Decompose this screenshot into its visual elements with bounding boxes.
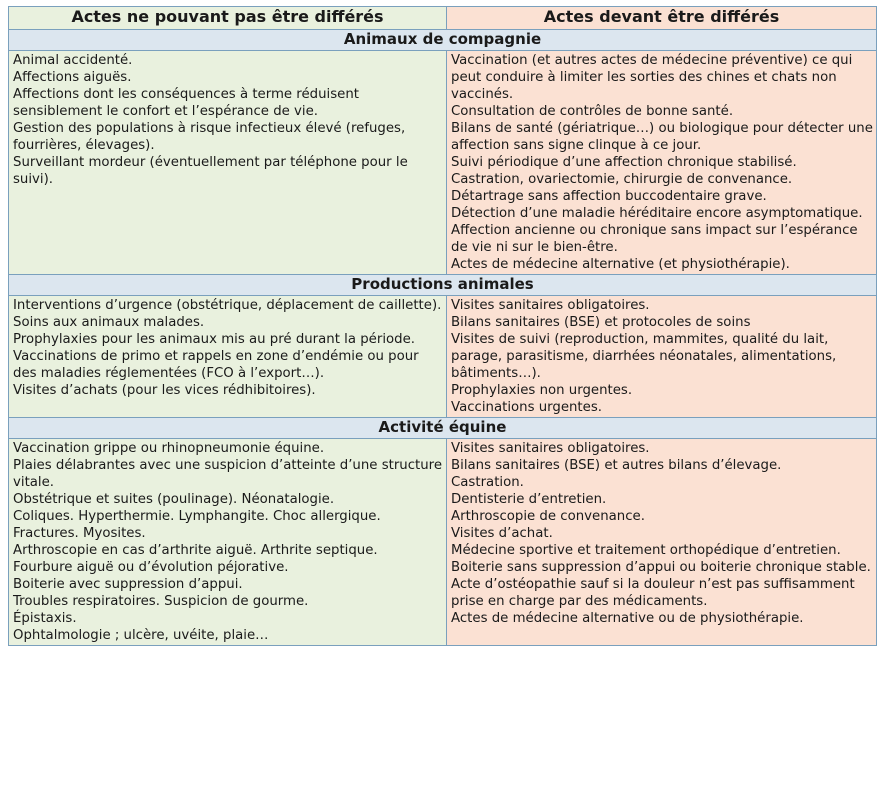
header-deferrable: Actes devant être différés [447,7,877,30]
list-item: Visites de suivi (reproduction, mammites, qualité du lait, parage, parasitisme, diarrhées néonatales, alimentations, bâtiments…). [451,332,837,381]
list-item: Visites d’achat. [451,526,553,541]
list-item: Prophylaxies pour les animaux mis au pré durant la période. [13,332,416,347]
section-title: Activité équine [9,418,877,439]
list-item: Bilans sanitaires (BSE) et autres bilans d’élevage. [451,458,782,473]
deferrable-cell [447,51,877,275]
deferrable-cell [447,296,877,418]
non-deferrable-cell [9,439,447,646]
section-content-pets [9,51,877,275]
list-item: Actes de médecine alternative ou de physiothérapie. [451,611,804,626]
list-item: Médecine sportive et traitement orthopédique d’entretien. [451,543,841,558]
list-item: Arthroscopie en cas d’arthrite aiguë. Arthrite septique. [13,543,378,558]
list-item: Visites d’achats (pour les vices rédhibitoires). [13,383,316,398]
header-row [9,7,877,30]
list-item: Interventions d’urgence (obstétrique, déplacement de caillette). [13,298,442,313]
list-item: Plaies délabrantes avec une suspicion d’atteinte d’une structure vitale. [13,458,443,490]
section-row-livestock [9,275,877,296]
list-item: Épistaxis. [13,611,77,626]
list-item: Animal accidenté. [13,53,133,68]
section-content-equine [9,439,877,646]
section-title: Productions animales [9,275,877,296]
list-item: Vaccinations de primo et rappels en zone d’endémie ou pour des maladies réglementées (FCO à l’export…). [13,349,419,381]
list-item: Visites sanitaires obligatoires. [451,441,650,456]
list-item: Boiterie sans suppression d’appui ou boiterie chronique stable. [451,560,871,575]
section-row-pets [9,30,877,51]
list-item: Obstétrique et suites (poulinage). Néonatalogie. [13,492,335,507]
section-row-equine [9,418,877,439]
list-item: Boiterie avec suppression d’appui. [13,577,243,592]
list-item: Vaccinations urgentes. [451,400,602,415]
header-non-deferrable: Actes ne pouvant pas être différés [9,7,447,30]
list-item: Bilans de santé (gériatrique…) ou biologique pour détecter une affection sans signe clinque à ce jour. [451,121,873,153]
non-deferrable-cell [9,296,447,418]
list-item: Ophtalmologie ; ulcère, uvéite, plaie… [13,628,269,643]
list-item: Visites sanitaires obligatoires. [451,298,650,313]
list-item: Vaccination grippe ou rhinopneumonie équine. [13,441,325,456]
list-item: Coliques. Hyperthermie. Lymphangite. Choc allergique. Fractures. Myosites. [13,509,381,541]
section-content-livestock [9,296,877,418]
list-item: Affections dont les conséquences à terme réduisent sensiblement le confort et l’espérance de vie. [13,87,359,119]
list-item: Vaccination (et autres actes de médecine préventive) ce qui peut conduire à limiter les sorties des chines et chats non vaccinés. [451,53,853,102]
list-item: Bilans sanitaires (BSE) et protocoles de soins [451,315,751,330]
list-item: Fourbure aiguë ou d’évolution péjorative. [13,560,289,575]
list-item: Troubles respiratoires. Suspicion de gourme. [13,594,309,609]
acts-table [8,6,877,646]
deferrable-cell [447,439,877,646]
list-item: Détartrage sans affection buccodentaire grave. [451,189,767,204]
list-item: Détection d’une maladie héréditaire encore asymptomatique. [451,206,863,221]
list-item: Actes de médecine alternative (et physiothérapie). [451,257,790,272]
section-title: Animaux de compagnie [9,30,877,51]
list-item: Castration, ovariectomie, chirurgie de convenance. [451,172,793,187]
list-item: Arthroscopie de convenance. [451,509,645,524]
list-item: Surveillant mordeur (éventuellement par téléphone pour le suivi). [13,155,408,187]
list-item: Castration. [451,475,524,490]
list-item: Suivi périodique d’une affection chronique stabilisé. [451,155,797,170]
list-item: Dentisterie d’entretien. [451,492,607,507]
list-item: Prophylaxies non urgentes. [451,383,633,398]
list-item: Consultation de contrôles de bonne santé. [451,104,734,119]
non-deferrable-cell [9,51,447,275]
list-item: Acte d’ostéopathie sauf si la douleur n’est pas suffisamment prise en charge par des médicaments. [451,577,855,609]
list-item: Soins aux animaux malades. [13,315,205,330]
list-item: Affections aiguës. [13,70,132,85]
list-item: Gestion des populations à risque infectieux élevé (refuges, fourrières, élevages). [13,121,406,153]
list-item: Affection ancienne ou chronique sans impact sur l’espérance de vie ni sur le bien-être. [451,223,858,255]
